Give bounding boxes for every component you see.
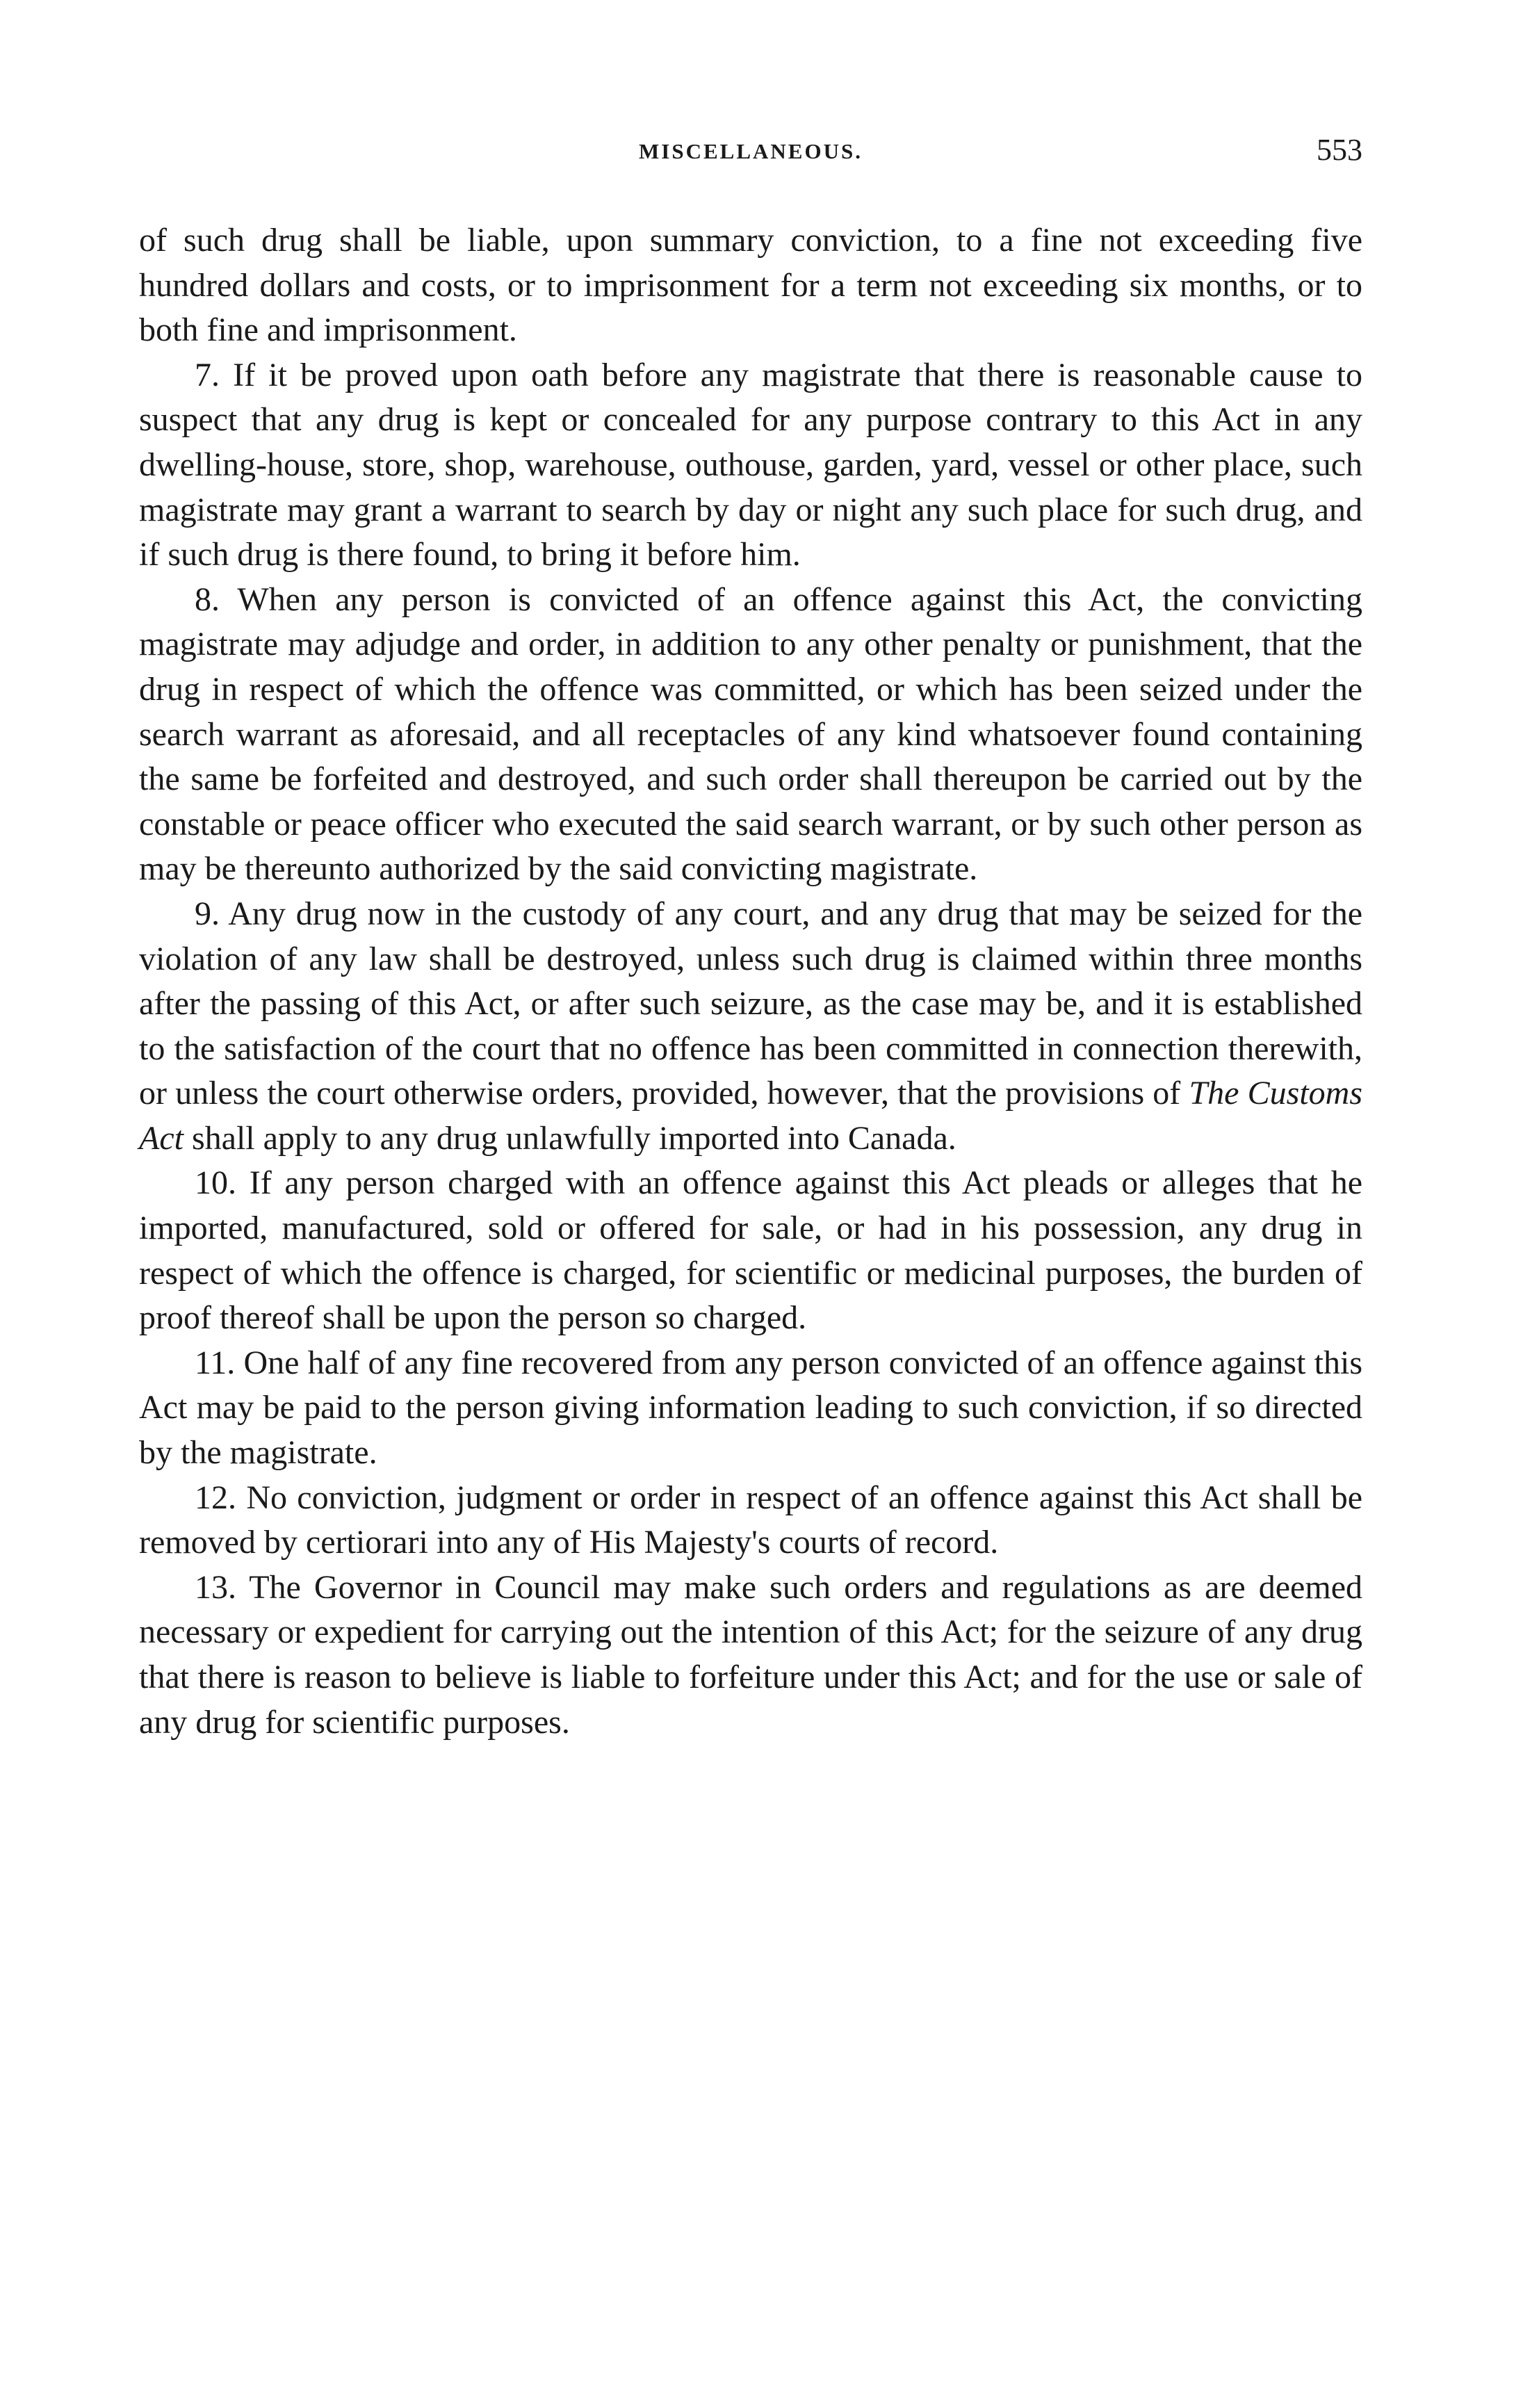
section-number: 13. bbox=[195, 1568, 236, 1606]
document-page bbox=[139, 132, 1362, 1745]
section-number: 12. bbox=[195, 1479, 236, 1516]
page-number: 553 bbox=[1317, 133, 1362, 167]
section-13 bbox=[139, 1565, 1362, 1745]
body-text bbox=[139, 218, 1362, 1745]
section-12 bbox=[139, 1476, 1362, 1565]
section-8 bbox=[139, 578, 1362, 892]
section-number: 11. bbox=[195, 1344, 236, 1381]
section-text: No conviction, judgment or order in respect of an offence against this Act shall be removed by certiorari into any of His Majesty's courts of record. bbox=[139, 1479, 1362, 1561]
paragraph-text: of such drug shall be liable, upon summary conviction, to a fine not exceeding five hundred dollars and costs, or to imprisonment for a term not exceeding six months, or to both fine and imprisonment. bbox=[139, 222, 1362, 349]
section-11 bbox=[139, 1341, 1362, 1476]
section-9 bbox=[139, 892, 1362, 1162]
section-text: When any person is convicted of an offence against this Act, the convicting magistrate may adjudge and order, in addition to any other penalty or punishment, that the drug in respect of which the offence was committed, or which has been seized under the search warrant as aforesaid, and all receptacles of any kind whatsoever found containing the same be forfeited and destroyed, and such order shall thereupon be carried out by the constable or peace officer who executed the said search warrant, or by such other person as may be thereunto authorized by the said convicting magistrate. bbox=[139, 580, 1362, 888]
section-text: One half of any fine recovered from any person convicted of an offence against this Act may be paid to the person giving information leading to such conviction, if so directed by the magistrate. bbox=[139, 1344, 1363, 1472]
section-number: 9. bbox=[195, 895, 220, 932]
page-header bbox=[139, 132, 1362, 188]
act-name: The Customs Act bbox=[139, 1075, 1362, 1157]
section-text: Any drug now in the custody of any court, and any drug that may be seized for the violation of any law shall be destroyed, unless such drug is claimed within three months after the passing of this Act, or after such seizure, as the case may be, and it is established to the satisfaction of the court that no offence has been committed in connection therewith, or unless the court otherwise orders, provided, however, that the provisions of bbox=[139, 895, 1363, 1112]
paragraph-continuation bbox=[139, 218, 1362, 353]
section-10 bbox=[139, 1161, 1362, 1340]
section-number: 8. bbox=[195, 580, 220, 618]
section-number: 10. bbox=[195, 1164, 236, 1202]
section-text: If any person charged with an offence against this Act pleads or alleges that he imported, manufactured, sold or offered for sale, or had in his possession, any drug in respect of which the offence is charged, for scientific or medicinal purposes, the burden of proof thereof shall be upon the person so charged. bbox=[139, 1164, 1362, 1337]
running-head: MISCELLANEOUS. bbox=[639, 139, 863, 163]
section-7 bbox=[139, 353, 1362, 578]
section-text: If it be proved upon oath before any magistrate that there is reasonable cause to suspect that any drug is kept or concealed for any purpose contrary to this Act in any dwelling-house, store, shop, warehouse, outhouse, garden, yard, vessel or other place, such magistrate may grant a warrant to search by day or night any such place for such drug, and if such drug is there found, to bring it before him. bbox=[139, 356, 1363, 573]
section-text: The Governor in Council may make such orders and regulations as are deemed necessary or expedient for carrying out the intention of this Act; for the seizure of any drug that there is reason to believe is liable to forfeiture under this Act; and for the use or sale of any drug for scientific purposes. bbox=[139, 1568, 1362, 1741]
section-text-end: shall apply to any drug unlawfully imported into Canada. bbox=[183, 1119, 956, 1157]
section-number: 7. bbox=[195, 356, 220, 393]
